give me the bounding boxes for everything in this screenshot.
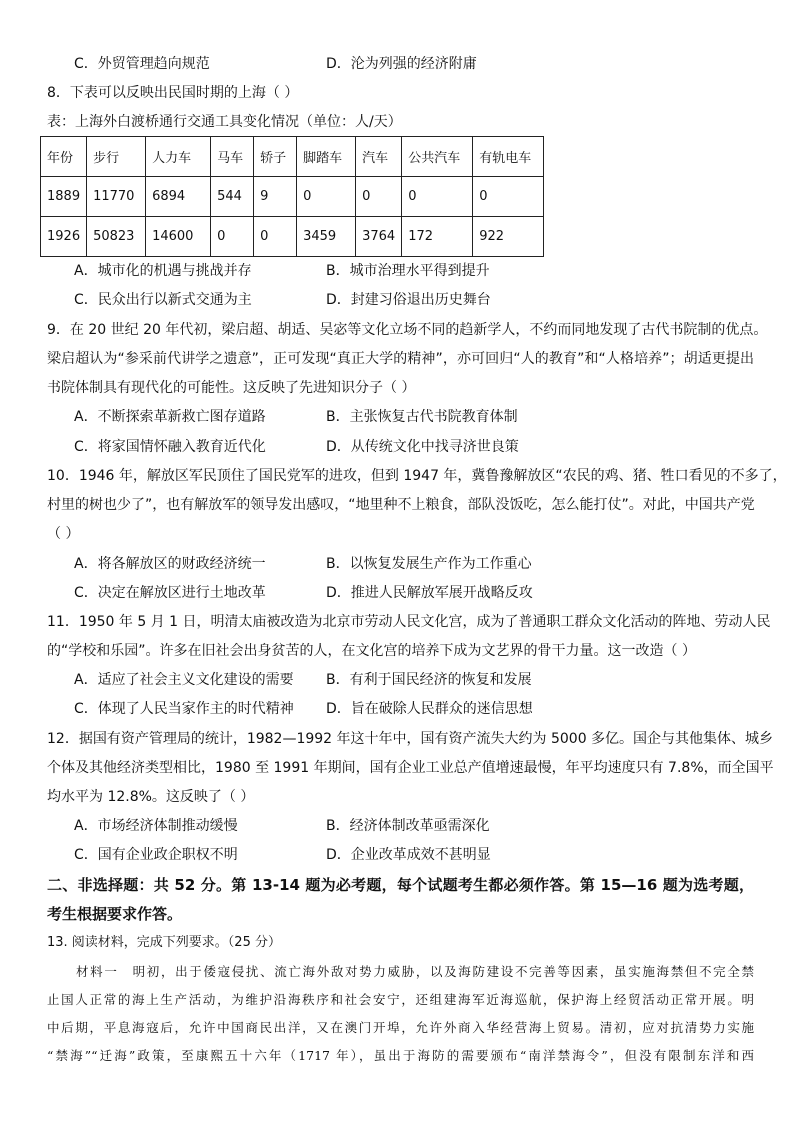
q9-option-a: A．不断探索革新救亡图存道路	[74, 409, 266, 425]
q11-stem-line-1: 11．1950 年 5 月 1 日，明清太庙被改造为北京市劳动人民文化宫，成为了普通职工群众文化活动的阵地、劳动人民	[47, 614, 771, 630]
q12-option-c: C．国有企业政企职权不明	[74, 847, 238, 863]
q7-option-c: C．外贸管理趋向规范	[74, 56, 210, 72]
header-cell: 公共汽车	[402, 137, 473, 177]
q10-option-d: D．推进人民解放军展开战略反攻	[326, 585, 533, 601]
q9-option-c: C．将家国情怀融入教育近代化	[74, 439, 266, 455]
q12-stem-line-1: 12．据国有资产管理局的统计，1982—1992 年这十年中，国有资产流失大约为 5000 多亿。国企与其他集体、城乡	[47, 731, 774, 747]
q9-stem-line-1: 9．在 20 世纪 20 年代初，梁启超、胡适、吴宓等文化立场不同的趋新学人，不约而同地发现了古代书院制的优点。	[47, 322, 768, 338]
table-cell: 0	[211, 217, 254, 257]
table-cell: 6894	[146, 177, 211, 217]
header-cell: 步行	[87, 137, 146, 177]
table-cell: 50823	[87, 217, 146, 257]
section-2-heading-line-2: 考生根据要求作答。	[47, 905, 183, 923]
q10-option-a: A．将各解放区的财政经济统一	[74, 556, 266, 572]
q9-stem-line-3: 书院体制具有现代化的可能性。这反映了先进知识分子（ ）	[47, 380, 416, 396]
q10-stem-line-3: （ ）	[47, 526, 80, 542]
q11-stem-line-2: 的“学校和乐园”。许多在旧社会出身贫苦的人，在文化宫的培养下成为文艺界的骨干力量。这一改造（ ）	[47, 643, 696, 659]
table-cell: 3764	[356, 217, 402, 257]
table-cell: 11770	[87, 177, 146, 217]
q12-stem-line-2: 个体及其他经济类型相比，1980 至 1991 年期间，国有企业工业总产值增速最慢，年平均速度只有 7.8%，而全国平	[47, 760, 774, 776]
q11-option-b: B．有利于国民经济的恢复和发展	[326, 672, 532, 688]
section-2-heading-line-1: 二、非选择题：共 52 分。第 13-14 题为必考题，每个试题考生都必须作答。第 15—16 题为选考题，	[47, 876, 754, 894]
q13-material-line-1: 材料一 明初，出于倭寇侵扰、流亡海外敌对势力威胁，以及海防建设不完善等因素，虽实施海禁但不完全禁	[76, 964, 754, 979]
q7-option-d: D．沦为列强的经济附庸	[326, 56, 477, 72]
table-cell: 3459	[297, 217, 356, 257]
q8-option-a: A．城市化的机遇与挑战并存	[74, 263, 252, 279]
header-cell: 脚踏车	[297, 137, 356, 177]
table-cell: 0	[402, 177, 473, 217]
table-cell: 1926	[41, 217, 87, 257]
table-row	[41, 177, 544, 217]
header-cell: 年份	[41, 137, 87, 177]
table-cell: 0	[473, 177, 544, 217]
header-cell: 马车	[211, 137, 254, 177]
q9-stem-line-2: 梁启超认为“参采前代讲学之遗意”，正可发现“真正大学的精神”，亦可回归“人的教育”和“人格培养”；胡适更提出	[47, 351, 754, 367]
table-header-row	[41, 137, 544, 177]
q13-material-line-2: 止国人正常的海上生产活动，为维护沿海秩序和社会安宁，还组建海军近海巡航，保护海上经贸活动正常开展。明	[47, 992, 754, 1007]
q12-option-a: A．市场经济体制推动缓慢	[74, 818, 238, 834]
q11-option-a: A．适应了社会主义文化建设的需要	[74, 672, 294, 688]
q10-option-b: B．以恢复发展生产作为工作重心	[326, 556, 532, 572]
table-cell: 922	[473, 217, 544, 257]
table-row	[41, 217, 544, 257]
q8-option-b: B．城市治理水平得到提升	[326, 263, 490, 279]
table-cell: 0	[297, 177, 356, 217]
table-cell: 9	[254, 177, 297, 217]
header-cell: 人力车	[146, 137, 211, 177]
table-cell: 14600	[146, 217, 211, 257]
table-cell: 0	[356, 177, 402, 217]
q11-option-c: C．体现了人民当家作主的时代精神	[74, 701, 294, 717]
q13-stem: 13. 阅读材料，完成下列要求。（25 分）	[47, 935, 281, 950]
header-cell: 汽车	[356, 137, 402, 177]
q12-option-b: B．经济体制改革亟需深化	[326, 818, 490, 834]
header-cell: 有轨电车	[473, 137, 544, 177]
table-cell: 544	[211, 177, 254, 217]
q8-option-c: C．民众出行以新式交通为主	[74, 292, 252, 308]
q13-material-line-3: 中后期，平息海寇后，允许中国商民出洋，又在澳门开埠，允许外商入华经营海上贸易。清初，应对抗清势力实施	[47, 1020, 754, 1035]
table-cell: 1889	[41, 177, 87, 217]
q12-stem-line-3: 均水平为 12.8%。这反映了（ ）	[47, 789, 255, 805]
q10-option-c: C．决定在解放区进行土地改革	[74, 585, 266, 601]
q8-option-d: D．封建习俗退出历史舞台	[326, 292, 491, 308]
q8-stem: 8．下表可以反映出民国时期的上海（ ）	[47, 85, 299, 101]
q8-table-caption: 表：上海外白渡桥通行交通工具变化情况（单位：人/天）	[47, 114, 402, 130]
q10-stem-line-1: 10．1946 年，解放区军民顶住了国民党军的进攻，但到 1947 年，冀鲁豫解放区“农民的鸡、猪、牲口看见的不多了，	[47, 468, 787, 484]
q9-option-b: B．主张恢复古代书院教育体制	[326, 409, 518, 425]
q11-option-d: D．旨在破除人民群众的迷信思想	[326, 701, 533, 717]
q9-option-d: D．从传统文化中找寻济世良策	[326, 439, 519, 455]
q12-option-d: D．企业改革成效不甚明显	[326, 847, 491, 863]
table-cell: 0	[254, 217, 297, 257]
q13-material-line-4: “禁海”“迁海”政策，至康熙五十六年（1717 年），虽出于海防的需要颁布“南洋禁海令”，但没有限制东洋和西	[47, 1048, 754, 1063]
header-cell: 轿子	[254, 137, 297, 177]
q8-table	[40, 136, 544, 257]
q10-stem-line-2: 村里的树也少了”，也有解放军的领导发出感叹，“地里种不上粮食，部队没饭吃，怎么能打仗”。对此，中国共产党	[47, 497, 755, 513]
table-cell: 172	[402, 217, 473, 257]
